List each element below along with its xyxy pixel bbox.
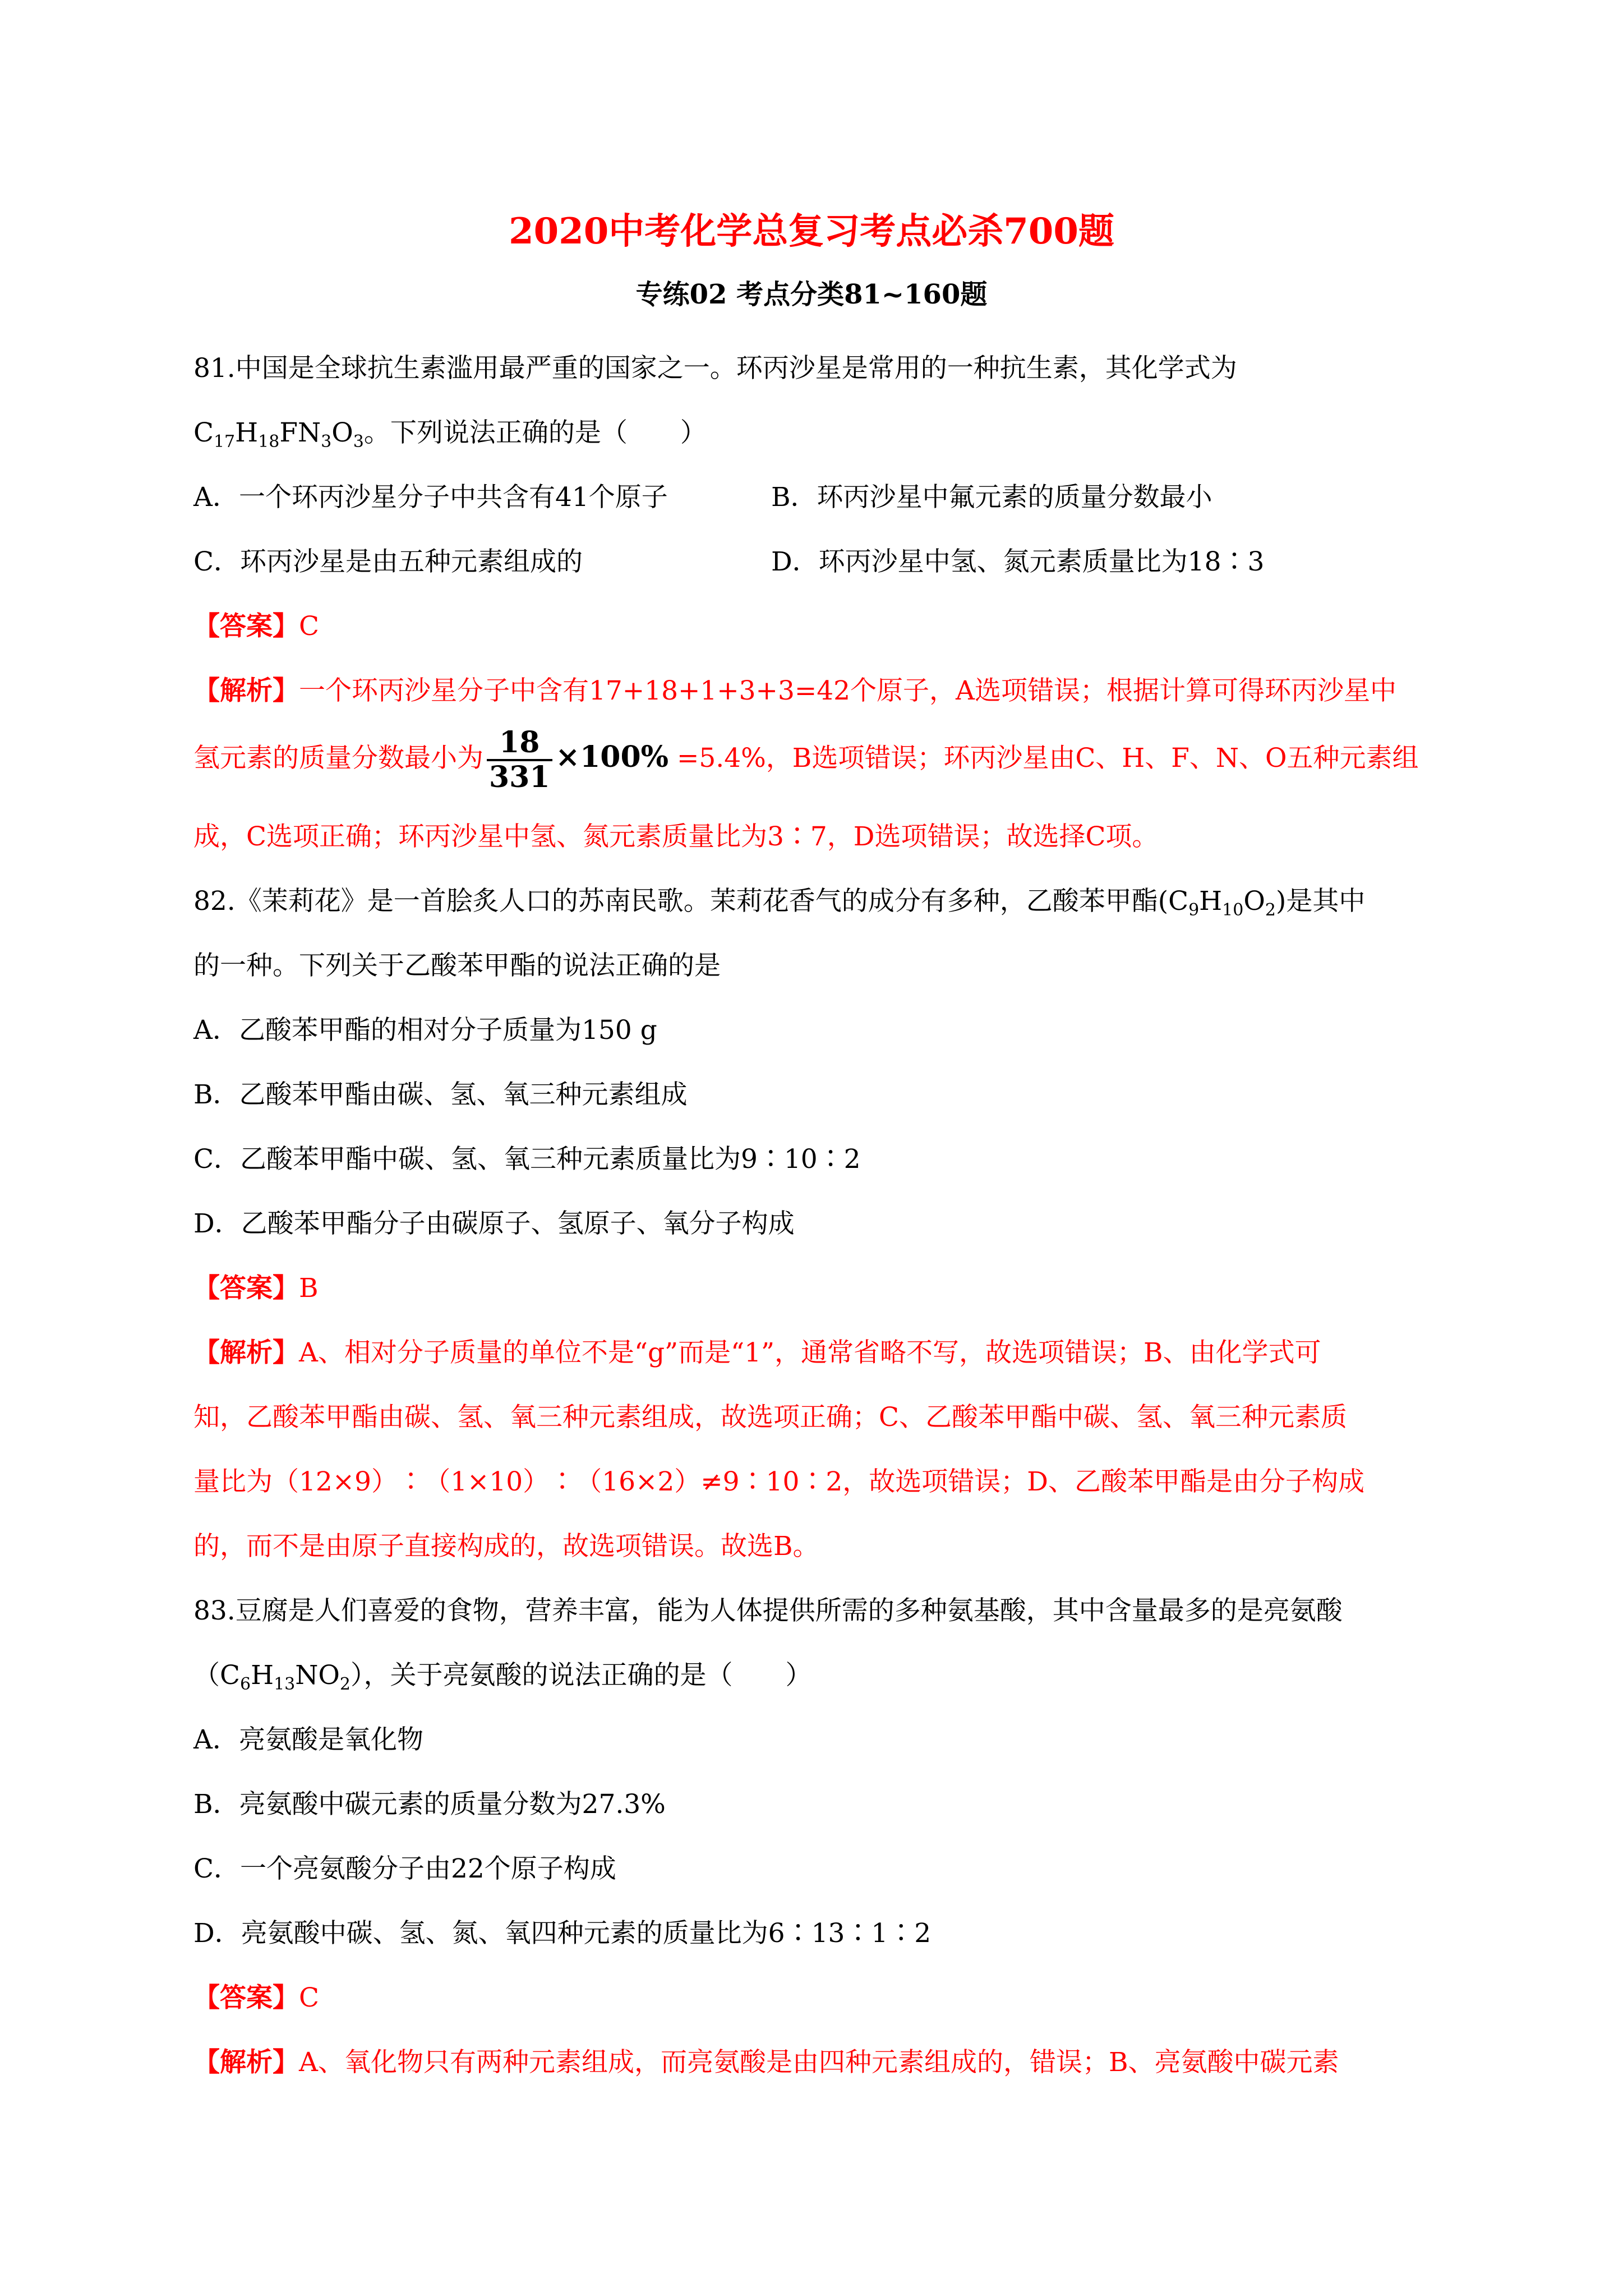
q83-stem-line1: 83.豆腐是人们喜爱的食物，营养丰富，能为人体提供所需的多种氨基酸，其中含量最多的是亮氨酸 bbox=[193, 1595, 1343, 1626]
q82-analysis-line4: 的，而不是由原子直接构成的，故选项错误。故选B。 bbox=[193, 1531, 819, 1562]
q81-option-d: D．环丙沙星中氢、氮元素质量比为18∶3 bbox=[771, 546, 1265, 577]
q82-analysis-line1: 【解析】A、相对分子质量的单位不是“g”而是“1”，通常省略不写，故选项错误；B、由化学式可 bbox=[193, 1337, 1321, 1368]
q83-option-b: B．亮氨酸中碳元素的质量分数为27.3% bbox=[193, 1789, 666, 1820]
q83-formula: $C_6H_{13}NO_2$ bbox=[220, 1660, 351, 1694]
q81-option-c: C．环丙沙星是由五种元素组成的 bbox=[193, 546, 583, 577]
q82-option-c: C．乙酸苯甲酯中碳、氢、氧三种元素质量比为9∶10∶2 bbox=[193, 1144, 861, 1175]
q83-option-c: C．一个亮氨酸分子由22个原子构成 bbox=[193, 1853, 616, 1884]
q81-formula: $C_{17}H_{18}FN_3O_3$ bbox=[193, 417, 364, 452]
q83-option-a: A．亮氨酸是氧化物 bbox=[193, 1724, 423, 1755]
q82-analysis-line2: 知，乙酸苯甲酯由碳、氢、氧三种元素组成，故选项正确；C、乙酸苯甲酯中碳、氢、氧三种元素质 bbox=[193, 1402, 1347, 1433]
q81-stem-line1: 81.中国是全球抗生素滥用最严重的国家之一。环丙沙星是常用的一种抗生素，其化学式为 bbox=[193, 353, 1237, 384]
q83-option-d: D．亮氨酸中碳、氢、氮、氧四种元素的质量比为6∶13∶1∶2 bbox=[193, 1918, 932, 1949]
q81-analysis-line1: 【解析】一个环丙沙星分子中含有17+18+1+3+3=42个原子，A选项错误；根据计算可得环丙沙星中 bbox=[193, 675, 1396, 706]
q81-stem-line2: $C_{17}H_{18}FN_3O_3$。下列说法正确的是（ ） bbox=[193, 417, 707, 452]
q81-answer: 【答案】C bbox=[193, 611, 319, 642]
q82-option-d: D．乙酸苯甲酯分子由碳原子、氢原子、氧分子构成 bbox=[193, 1208, 795, 1239]
q82-analysis-line3: 量比为（12×9）∶（1×10）∶（16×2）≠9∶10∶2，故选项错误；D、乙酸苯甲酯是由分子构成 bbox=[193, 1466, 1364, 1497]
q83-stem-line2: $(C_6H_{13}NO_2)$，关于亮氨酸的说法正确的是（ ） bbox=[193, 1660, 812, 1694]
page-subtitle: 专练02 考点分类81~160题 bbox=[635, 279, 988, 310]
fraction: $\frac{18}{331}$ bbox=[487, 726, 552, 794]
q82-answer: 【答案】B bbox=[193, 1273, 319, 1304]
q81-analysis-line3: 成，C选项正确；环丙沙星中氢、氮元素质量比为3∶7，D选项错误；故选择C项。 bbox=[193, 821, 1159, 852]
q82-stem-line1: 82.《茉莉花》是一首脍炙人口的苏南民歌。茉莉花香气的成分有多种，乙酸苯甲酯$(C_9H_{10}O_2)$是其中 bbox=[193, 886, 1366, 920]
q81-analysis-line2: 氢元素的质量分数最小为 $\frac{18}{331}$ ×100% =5.4%，B选项错误；环丙沙星由C、H、F、N、O五种元素组 bbox=[193, 725, 1419, 794]
page-title: 2020中考化学总复习考点必杀700题 bbox=[509, 210, 1114, 252]
q82-option-a: A．乙酸苯甲酯的相对分子质量为150 g bbox=[193, 1015, 657, 1046]
q82-stem-line2: 的一种。下列关于乙酸苯甲酯的说法正确的是 bbox=[193, 950, 721, 981]
q81-option-a: A．一个环丙沙星分子中共含有41个原子 bbox=[193, 482, 668, 513]
q82-option-b: B．乙酸苯甲酯由碳、氢、氧三种元素组成 bbox=[193, 1079, 688, 1110]
q82-formula: $C_9H_{10}O_2$ bbox=[1168, 886, 1276, 920]
answer-label: 【答案】 bbox=[193, 611, 299, 642]
q83-analysis-line1: 【解析】A、氧化物只有两种元素组成，而亮氨酸是由四种元素组成的，错误；B、亮氨酸中碳元素 bbox=[193, 2047, 1339, 2078]
q81-option-b: B．环丙沙星中氟元素的质量分数最小 bbox=[771, 482, 1212, 513]
q83-answer: 【答案】C bbox=[193, 1982, 319, 2013]
analysis-label: 【解析】 bbox=[193, 675, 299, 706]
